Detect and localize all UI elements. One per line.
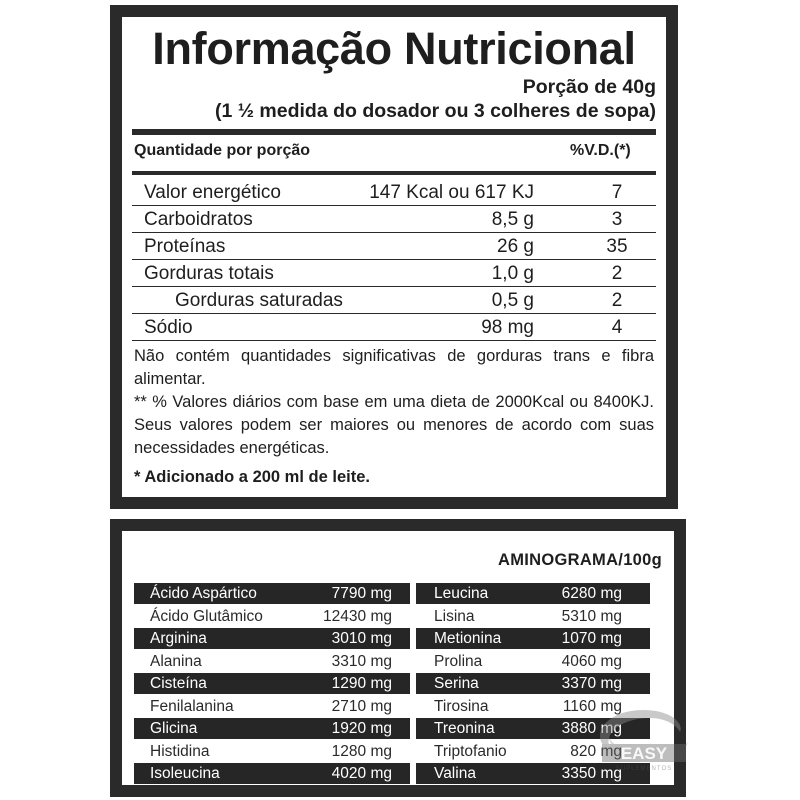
nutrient-label: Gorduras saturadas bbox=[175, 290, 343, 311]
nutrition-row bbox=[132, 314, 656, 341]
header-daily-value: %V.D.(*) bbox=[570, 142, 631, 159]
nutrition-facts-panel bbox=[110, 5, 678, 509]
amino-cell bbox=[134, 741, 410, 762]
amino-name: Alanina bbox=[150, 652, 202, 670]
nutrient-daily-value: 7 bbox=[611, 182, 623, 203]
logo-text: EASY bbox=[620, 744, 668, 763]
amino-value: 1280 mg bbox=[331, 742, 392, 760]
amino-cell bbox=[134, 673, 410, 694]
nutrition-row bbox=[132, 233, 656, 260]
amino-value: 3010 mg bbox=[331, 630, 392, 647]
nutrition-table bbox=[132, 179, 656, 341]
amino-value: 4060 mg bbox=[561, 652, 622, 670]
easy-suplementos-logo bbox=[588, 706, 698, 776]
amino-value: 1160 mg bbox=[562, 697, 622, 715]
amino-cell bbox=[416, 628, 650, 649]
amino-cell bbox=[134, 583, 410, 604]
table-header bbox=[132, 135, 656, 167]
nutrient-label: Valor energético bbox=[144, 182, 281, 203]
divider-medium bbox=[132, 171, 656, 175]
amino-cell bbox=[134, 696, 410, 717]
nutrient-amount: 147 Kcal ou 617 KJ bbox=[369, 182, 534, 203]
amino-cell bbox=[416, 673, 650, 694]
nutrient-amount: 0,5 g bbox=[491, 290, 534, 311]
nutrition-row bbox=[132, 287, 656, 314]
amino-cell bbox=[134, 763, 410, 784]
amino-value: 1070 mg bbox=[561, 630, 622, 647]
amino-value: 3350 mg bbox=[561, 765, 622, 782]
nutrient-amount: 8,5 g bbox=[491, 209, 534, 230]
footnote-milk: * Adicionado a 200 ml de leite. bbox=[134, 468, 370, 486]
footnote-trans-fat: Não contém quantidades significativas de gorduras trans e fibra alimentar. bbox=[134, 347, 654, 388]
amino-name: Glicina bbox=[150, 720, 198, 737]
nutrient-label: Gorduras totais bbox=[144, 263, 274, 284]
amino-value: 4020 mg bbox=[331, 765, 392, 782]
nutrient-daily-value: 2 bbox=[611, 290, 623, 311]
portion-size: Porção de 40g bbox=[522, 76, 656, 98]
nutrient-label: Proteínas bbox=[144, 236, 226, 257]
nutrient-daily-value: 3 bbox=[611, 209, 623, 230]
amino-cell bbox=[134, 606, 410, 627]
amino-value: 12430 mg bbox=[323, 607, 392, 625]
amino-name: Triptofanio bbox=[434, 742, 507, 760]
amino-value: 6280 mg bbox=[561, 585, 622, 602]
portion-description: (1 ½ medida do dosador ou 3 colheres de sopa) bbox=[214, 100, 656, 122]
amino-name: Ácido Aspártico bbox=[150, 585, 257, 602]
amino-name: Treonina bbox=[434, 720, 495, 737]
amino-cell bbox=[134, 628, 410, 649]
nutrient-amount: 98 mg bbox=[481, 317, 534, 338]
amino-cell bbox=[416, 606, 650, 627]
amino-value: 3370 mg bbox=[561, 675, 622, 692]
amino-name: Lisina bbox=[434, 607, 475, 625]
footnotes bbox=[132, 345, 656, 489]
amino-name: Isoleucina bbox=[150, 765, 220, 782]
nutrient-daily-value: 35 bbox=[606, 236, 628, 257]
amino-value: 820 mg bbox=[570, 742, 622, 760]
nutrient-amount: 26 g bbox=[497, 236, 534, 257]
amino-name: Fenilalanina bbox=[150, 697, 234, 715]
amino-value: 1290 mg bbox=[331, 675, 392, 692]
amino-name: Ácido Glutâmico bbox=[150, 607, 263, 625]
header-quantity: Quantidade por porção bbox=[134, 142, 311, 159]
amino-cell bbox=[134, 651, 410, 672]
amino-name: Cisteína bbox=[150, 675, 207, 692]
logo-subtext: SUPLEMENTOS bbox=[615, 766, 673, 772]
amino-name: Valina bbox=[434, 765, 476, 782]
amino-name: Histidina bbox=[150, 742, 210, 760]
nutrition-title: Informação Nutricional bbox=[152, 23, 636, 74]
nutrient-daily-value: 4 bbox=[611, 317, 623, 338]
nutrient-label: Sódio bbox=[144, 317, 193, 338]
amino-value: 7790 mg bbox=[331, 585, 392, 602]
amino-name: Tirosina bbox=[434, 697, 489, 715]
aminogram-title: AMINOGRAMA/100g bbox=[497, 551, 662, 569]
nutrient-label: Carboidratos bbox=[144, 209, 253, 230]
amino-value: 2710 mg bbox=[331, 697, 392, 715]
amino-cell bbox=[134, 718, 410, 739]
amino-name: Prolina bbox=[434, 652, 483, 670]
amino-value: 5310 mg bbox=[561, 607, 622, 625]
amino-name: Arginina bbox=[150, 630, 207, 647]
amino-value: 1920 mg bbox=[331, 720, 392, 737]
nutrition-row bbox=[132, 206, 656, 233]
nutrient-amount: 1,0 g bbox=[491, 263, 534, 284]
amino-value: 3880 mg bbox=[561, 720, 622, 737]
nutrition-row bbox=[132, 179, 656, 206]
footnote-daily-values: ** % Valores diários com base em uma dieta de 2000Kcal ou 8400KJ. Seus valores podem ser maiores ou menores de acordo com suas necessidades energéticas. bbox=[134, 393, 654, 457]
nutrient-daily-value: 2 bbox=[611, 263, 623, 284]
amino-name: Leucina bbox=[434, 585, 489, 602]
amino-name: Metionina bbox=[434, 630, 502, 647]
amino-cell bbox=[416, 583, 650, 604]
amino-value: 3310 mg bbox=[331, 652, 392, 670]
amino-cell bbox=[416, 651, 650, 672]
amino-name: Serina bbox=[434, 675, 479, 692]
nutrition-row bbox=[132, 260, 656, 287]
nutrition-facts-content bbox=[132, 17, 656, 487]
